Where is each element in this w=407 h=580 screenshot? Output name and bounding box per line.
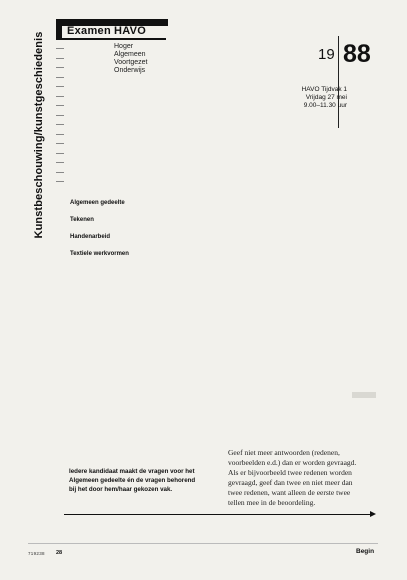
havo-label: HAVO <box>114 25 147 37</box>
document-code: 719238 <box>28 551 45 556</box>
margin-dash <box>56 96 64 97</box>
margin-dash <box>56 134 64 135</box>
arrow-right-icon <box>370 511 376 517</box>
begin-arrow-line <box>64 514 374 515</box>
subtitle-hoger: Hoger <box>114 43 134 50</box>
margin-dash <box>56 77 64 78</box>
header-black-block <box>56 26 62 38</box>
margin-dash <box>56 86 64 87</box>
show-through-mark <box>352 392 376 398</box>
subject-algemeen-gedeelte: Algemeen gedeelte <box>70 200 125 206</box>
subtitle-voortgezet: Voortgezet <box>114 59 148 66</box>
vertical-title-area <box>27 20 49 250</box>
margin-dash <box>56 172 64 173</box>
subtitle-algemeen: Algemeen <box>114 51 146 58</box>
exam-time: 9.00–11.30 uur <box>303 102 347 109</box>
exam-period: HAVO Tijdvak 1 <box>301 86 347 93</box>
year-suffix: 88 <box>343 40 371 68</box>
header-rule <box>56 38 166 40</box>
year-prefix: 19 <box>318 46 335 63</box>
margin-dash <box>56 58 64 59</box>
margin-dash <box>56 153 64 154</box>
margin-dash <box>56 143 64 144</box>
examen-label: Examen <box>67 25 111 37</box>
exam-date: Vrijdag 27 mei <box>305 94 347 101</box>
margin-dash <box>56 115 64 116</box>
footer-rule <box>28 543 378 544</box>
subtitle-onderwijs: Onderwijs <box>114 67 146 74</box>
subject-handenarbeid: Handenarbeid <box>70 234 111 240</box>
margin-dash <box>56 48 64 49</box>
margin-dash <box>56 124 64 125</box>
vertical-subject-title: Kunstbeschouwing/kunstgeschiedenis <box>33 31 45 239</box>
margin-dash <box>56 67 64 68</box>
margin-dash <box>56 105 64 106</box>
margin-dash <box>56 181 64 182</box>
margin-dash <box>56 162 64 163</box>
begin-label: Begin <box>356 548 375 555</box>
subject-textiele-werkvormen: Textiele werkvormen <box>70 251 129 257</box>
page-number: 28 <box>56 550 63 556</box>
instruction-right: Geef niet meer antwoorden (redenen, voorbeelden e.d.) dan er worden gevraagd. Als er bijvoorbeeld twee redenen worden gevraagd, geef dan twee en niet meer dan twee redenen, want alleen de eerste twee tellen mee in de beoordeling. <box>228 448 357 507</box>
subject-tekenen: Tekenen <box>70 217 94 223</box>
year-divider <box>338 36 339 128</box>
instruction-left: Iedere kandidaat maakt de vragen voor het Algemeen gedeelte én de vragen behorend bij het door hem/haar gekozen vak. <box>69 468 196 493</box>
